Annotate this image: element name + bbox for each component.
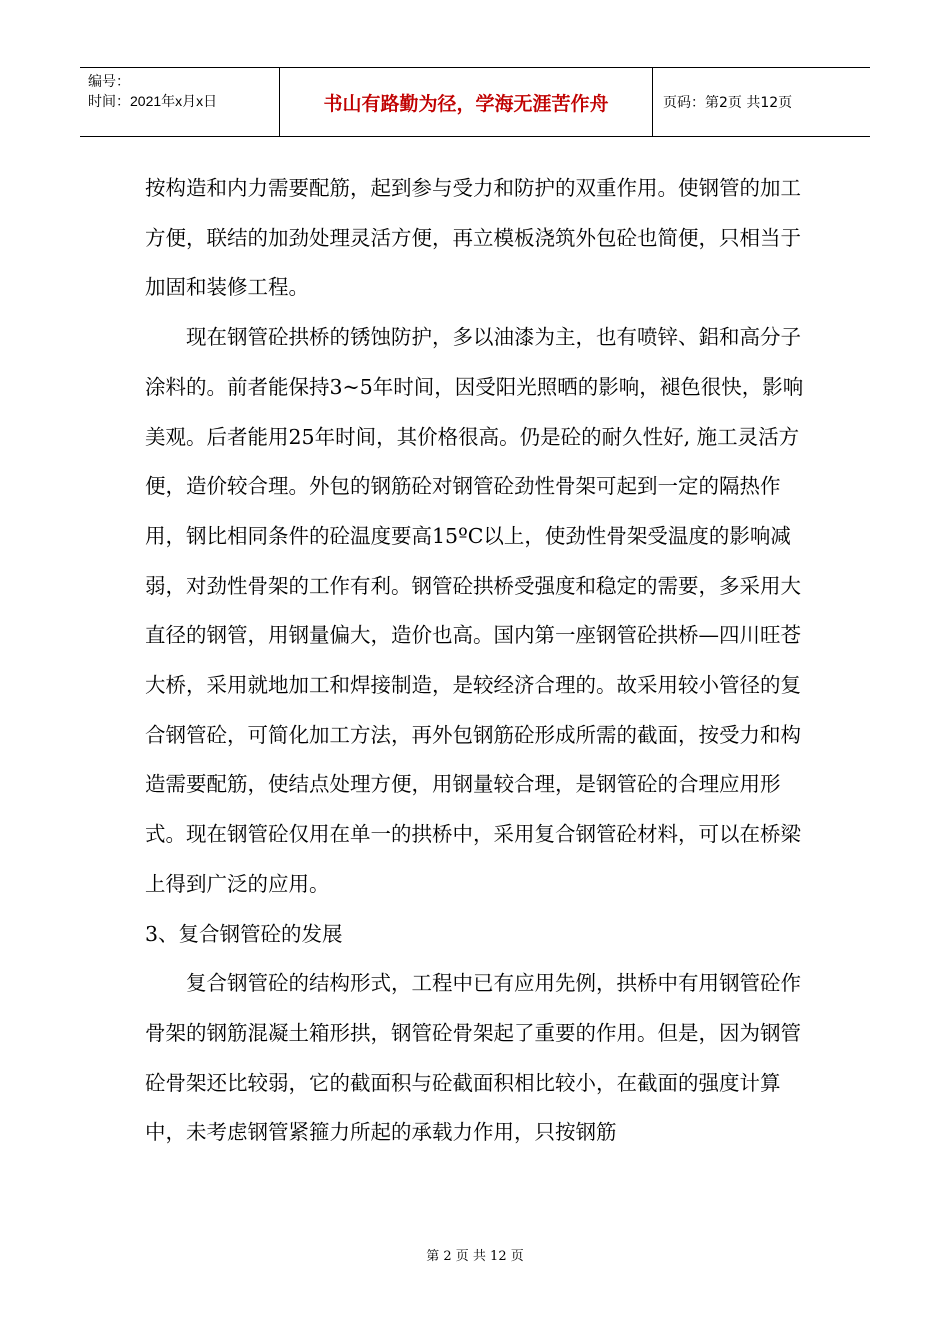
header-motto: 书山有路勤为径，学海无涯苦作舟 (280, 68, 653, 136)
paragraph: 按构造和内力需要配筋，起到参与受力和防护的双重作用。使钢管的加工方便，联结的加劲处理灵活方便，再立模板浇筑外包砼也简便，只相当于加固和装修工程。 (145, 176, 801, 300)
header-page-info: 页码：第2页 共12页 (663, 95, 793, 111)
page-header (80, 67, 870, 137)
document-date: 时间：2021年x月x日 (88, 93, 218, 109)
document-body (145, 164, 805, 1158)
paragraph: 复合钢管砼的结构形式，工程中已有应用先例，拱桥中有用钢管砼作骨架的钢筋混凝土箱形拱，钢管砼骨架起了重要的作用。但是，因为钢管砼骨架还比较弱，它的截面积与砼截面积相比较小，在截面的强度计算中，未考虑钢管紧箍力所起的承载力作用，只按钢筋 (145, 971, 801, 1145)
section-heading: 3、复合钢管砼的发展 (145, 921, 343, 946)
document-number-label: 编号： (88, 73, 130, 89)
page-footer: 第 2 页 共 12 页 (426, 1249, 524, 1264)
paragraph: 现在钢管砼拱桥的锈蚀防护，多以油漆为主，也有喷锌、鋁和高分子涂料的。前者能保持3~5年时间，因受阳光照晒的影响，褪色很快，影响美观。后者能用25年时间，其价格很高。仍是砼的耐久性好, 施工灵活方便，造价较合理。外包的钢筋砼对钢管砼劲性骨架可起到一定的隔热作用，钢比相同条件的砼温度要高15ºC以上，使劲性骨架受温度的影响减弱，对劲性骨架的工作有利。钢管砼拱桥受强度和稳定的需要，多采用大直径的钢管，用钢量偏大，造价也高。国内第一座钢管砼拱桥—四川旺苍大桥，采用就地加工和焊接制造，是较经济合理的。故采用较小管径的复合钢管砼，可简化加工方法，再外包钢筋砼形成所需的截面，按受力和构造需要配筋，使结点处理方便，用钢量较合理，是钢管砼的合理应用形式。现在钢管砼仅用在单一的拱桥中，采用复合钢管砼材料，可以在桥梁上得到广泛的应用。 (145, 325, 804, 896)
header-meta (80, 68, 280, 136)
